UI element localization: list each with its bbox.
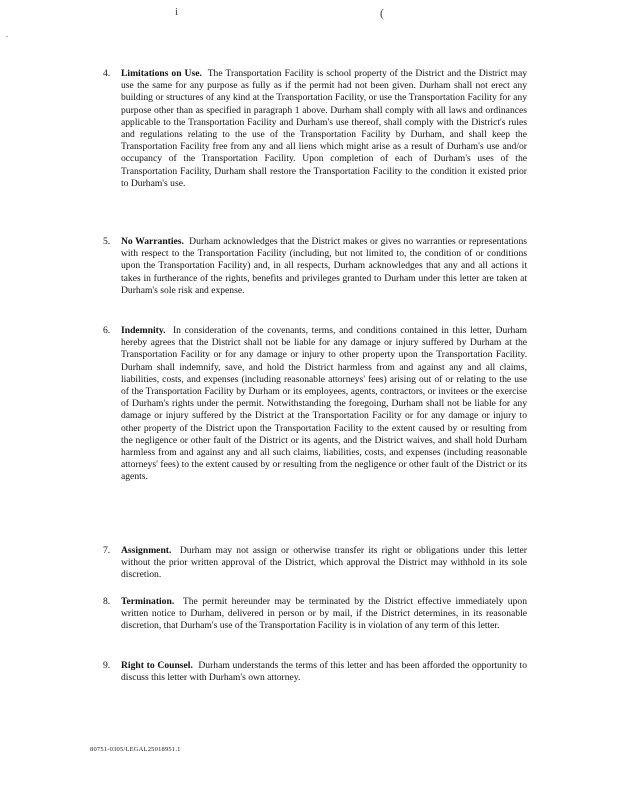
section-text: In consideration of the covenants, terms, and conditions contained in this letter, Durham hereby agrees that the District shall not be liable for any damage or injury suffered by Durham at the Transportation Facility or for any damage or injury to other property upon the Transportation Facility. Durham shall indemnify, save, and hold the District harmless from and against any and all claims, liabilities, costs, and expenses (including reasonable attorneys' fees) arising out of or relating to the use of the Transportation Facility by Durham or its employees, agents, contractors, or invitees or the exercise of Durham's rights under the permit. Notwithstanding the foregoing, Durham shall not be liable for any damage or injury suffered by the District at the Transportation Facility or for any damage or injury to other property of the District upon the Transportation Facility to the extent caused by or resulting from the negligence or other fault of the District or its agents, and the District waives, and shall hold Durham harmless from and against any and all such claims, liabilities, costs, and expenses (including reasonable attorneys' fees) to the extent caused by or resulting from the negligence or other fault of the District or its agents. (121, 325, 527, 483)
section-assignment (103, 545, 527, 582)
section-body (121, 545, 527, 582)
section-right-to-counsel (103, 660, 527, 684)
section-body (121, 660, 527, 684)
section-number: 9. (103, 660, 111, 671)
section-text: Durham may not assign or otherwise transfer its right or obligations under this letter without the prior written approval of the District, which approval the District may withhold in its sole discretion. (121, 545, 527, 581)
section-number: 4. (103, 68, 111, 79)
section-number: 8. (103, 596, 111, 607)
section-text: The Transportation Facility is school property of the District and the District may use the same for any purpose as fully as if the permit had not been given. Durham shall not erect any building or structures of any kind at the Transportation Facility, or use the Transportation Facility for any purpose other than as specified in paragraph 1 above. Durham shall comply with all laws and ordinances applicable to the Transportation Facility and Durham's use thereof, shall comply with the District's rules and regulations relating to the use of the Transportation Facility by Durham, and shall keep the Transportation Facility free from any and all liens which might arise as a result of Durham's use and/or occupancy of the Transportation Facility. Upon completion of each of Durham's uses of the Transportation Facility, Durham shall restore the Transportation Facility to the condition it existed prior to Durham's use. (121, 68, 528, 189)
section-indemnity (103, 325, 527, 484)
section-number: 5. (103, 236, 111, 247)
section-number: 7. (103, 545, 111, 556)
section-heading: No Warranties. (121, 236, 184, 247)
scan-mark: ( (380, 6, 384, 20)
section-body (121, 325, 527, 484)
scan-mark: . (6, 30, 8, 39)
section-heading: Right to Counsel. (121, 660, 193, 671)
section-body (121, 68, 527, 190)
section-text: Durham acknowledges that the District makes or gives no warranties or representations with respect to the Transportation Facility (including, but not limited to, the condition of or conditions upon the Transportation Facility) and, in all respects, Durham acknowledges that any and all actions it takes in furtherance of the rights, benefits and privileges granted to Durham under this letter are taken at Durham's sole risk and expense. (121, 236, 527, 296)
section-body (121, 596, 527, 633)
section-number: 6. (103, 325, 111, 336)
section-heading: Termination. (121, 596, 175, 607)
document-id-footer: 80751-0305/LEGAL25018951.1 (90, 746, 181, 753)
section-text: Durham understands the terms of this letter and has been afforded the opportunity to discuss this letter with Durham's own attorney. (121, 660, 528, 684)
section-body (121, 236, 527, 297)
section-heading: Limitations on Use. (121, 68, 202, 79)
section-heading: Assignment. (121, 545, 172, 556)
section-limitations-on-use (103, 68, 527, 190)
section-heading: Indemnity. (121, 325, 166, 336)
section-no-warranties (103, 236, 527, 297)
section-termination (103, 596, 527, 633)
section-text: The permit hereunder may be terminated by the District effective immediately upon written notice to Durham, delivered in person or by mail, if the District determines, in its reasonable discretion, that Durham's use of the Transportation Facility is in violation of any term of this letter. (121, 596, 527, 632)
scan-mark: i (175, 6, 179, 18)
